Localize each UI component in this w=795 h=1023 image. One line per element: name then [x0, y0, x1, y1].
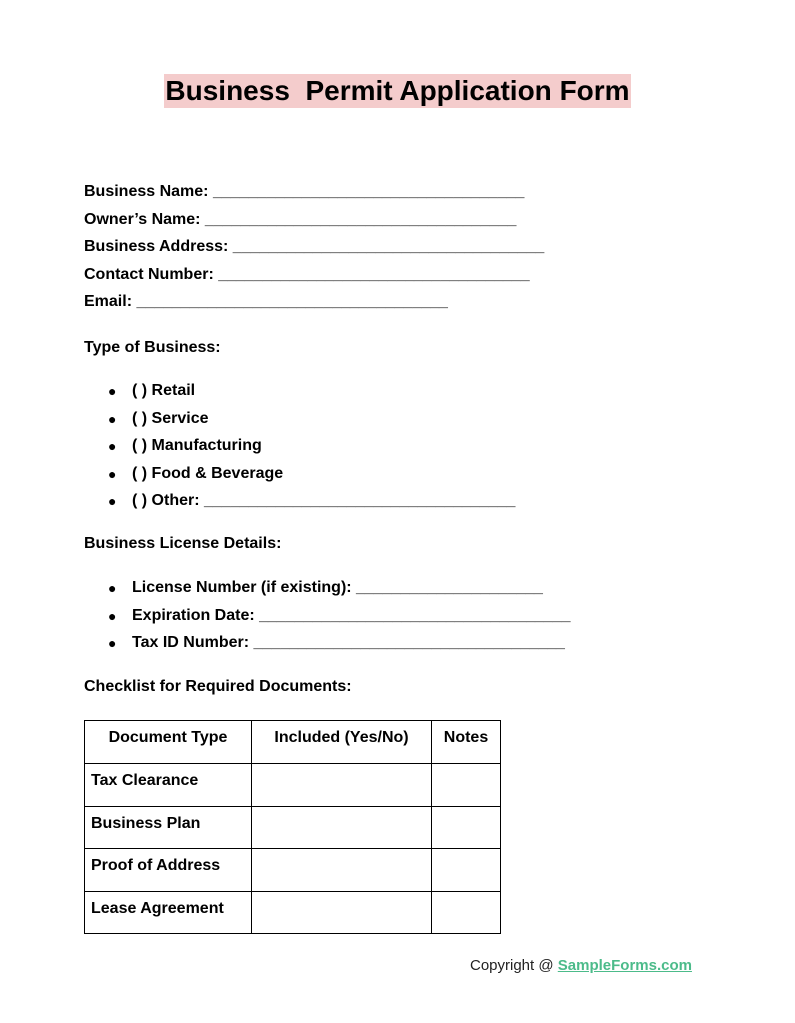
bullet-icon: ●	[108, 635, 117, 651]
bullet-icon: ●	[108, 438, 117, 454]
option-service[interactable]	[84, 410, 515, 438]
notes-cell[interactable]	[432, 849, 501, 892]
included-cell[interactable]	[252, 806, 432, 849]
business-name-field[interactable]: Business Name: ___________________________________	[84, 183, 525, 200]
option-manufacturing[interactable]	[84, 437, 515, 465]
document-type-cell: Tax Clearance	[85, 764, 252, 807]
bullet-icon: ●	[108, 493, 117, 509]
license-number-field[interactable]	[84, 579, 571, 607]
header-document-type: Document Type	[85, 721, 252, 764]
brand-link[interactable]: SampleForms.com	[557, 957, 692, 974]
included-cell[interactable]	[252, 764, 432, 807]
option-food-beverage[interactable]	[84, 465, 515, 493]
email-field[interactable]: Email: ___________________________________	[84, 293, 448, 310]
page-title: Business Permit Application Form	[165, 75, 630, 106]
option-retail[interactable]	[84, 382, 515, 410]
header-notes: Notes	[432, 721, 501, 764]
header-included: Included (Yes/No)	[252, 721, 432, 764]
option-label: ( ) Retail	[132, 382, 196, 399]
table-row	[85, 891, 501, 934]
notes-cell[interactable]	[432, 891, 501, 934]
owner-name-field[interactable]: Owner’s Name: ___________________________________	[84, 210, 517, 228]
option-label: ( ) Food & Beverage	[132, 464, 284, 482]
copyright-footer	[470, 957, 692, 975]
expiration-date-field[interactable]	[84, 607, 571, 635]
item-label: Tax ID Number: ___________________________________	[132, 634, 565, 651]
business-type-label: Type of Business:	[84, 339, 221, 356]
table-row	[85, 764, 501, 807]
bullet-icon: ●	[108, 580, 117, 596]
included-cell[interactable]	[252, 891, 432, 934]
document-type-cell: Lease Agreement	[85, 891, 252, 934]
bullet-icon: ●	[108, 410, 117, 427]
option-label: ( ) Service	[132, 409, 209, 427]
documents-table	[84, 720, 501, 934]
bullet-icon: ●	[108, 465, 117, 482]
item-label: License Number (if existing): _____________________	[132, 579, 543, 596]
document-type-cell: Business Plan	[85, 806, 252, 849]
checklist-label: Checklist for Required Documents:	[84, 678, 352, 695]
table-row	[85, 849, 501, 892]
contact-number-field[interactable]: Contact Number: ___________________________________	[84, 265, 530, 283]
included-cell[interactable]	[252, 849, 432, 892]
item-label: Expiration Date: ___________________________________	[132, 606, 571, 624]
license-details-list	[84, 579, 571, 662]
option-label: ( ) Other: ___________________________________	[132, 492, 516, 509]
business-type-options	[84, 382, 515, 520]
tax-id-field[interactable]	[84, 634, 571, 662]
business-address-field[interactable]: Business Address: ___________________________________	[84, 238, 545, 255]
option-other[interactable]	[84, 492, 515, 520]
notes-cell[interactable]	[432, 764, 501, 807]
table-header-row	[85, 721, 501, 764]
bullet-icon: ●	[108, 383, 117, 399]
title-wrap	[0, 74, 795, 108]
document-type-cell: Proof of Address	[85, 849, 252, 892]
notes-cell[interactable]	[432, 806, 501, 849]
table-row	[85, 806, 501, 849]
contact-fields	[84, 183, 544, 321]
license-details-label: Business License Details:	[84, 535, 282, 552]
option-label: ( ) Manufacturing	[132, 437, 262, 454]
copyright-text: Copyright @	[470, 957, 558, 974]
bullet-icon: ●	[108, 607, 117, 624]
